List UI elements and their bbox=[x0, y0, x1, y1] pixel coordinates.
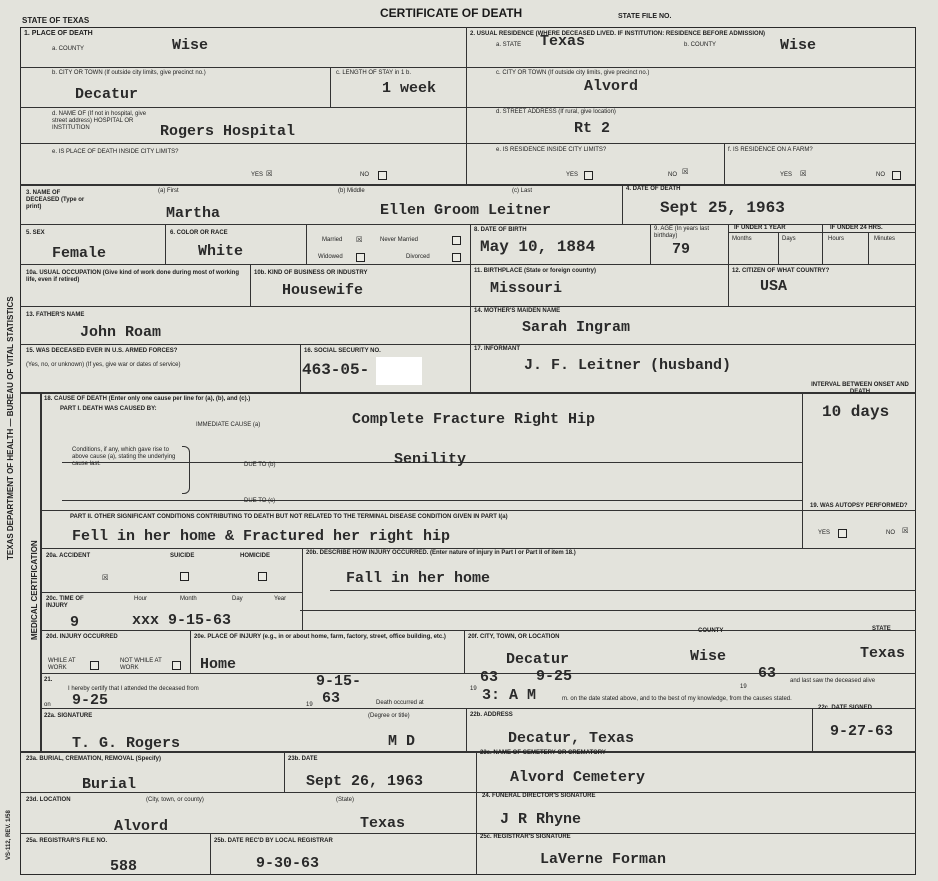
middle-name-label: (b) Middle bbox=[338, 188, 365, 194]
name-of-deceased-label: 3. NAME OF DECEASED (Type or print) bbox=[26, 190, 85, 210]
sex-value: Female bbox=[52, 245, 107, 262]
department-side-text: TEXAS DEPARTMENT OF HEALTH — BUREAU OF VITAL STATISTICS bbox=[6, 296, 15, 560]
first-name-value: Martha bbox=[166, 205, 221, 222]
residence-city-value: Alvord bbox=[584, 78, 639, 95]
residence-inside-city-label: e. IS RESIDENCE INSIDE CITY LIMITS? bbox=[496, 147, 607, 153]
registrar-file-label: 25a. REGISTRAR'S FILE NO. bbox=[26, 838, 108, 844]
occupation-label: 10a. USUAL OCCUPATION (Give kind of work done during most of working life, even if retired) bbox=[26, 270, 240, 283]
residence-inside-yes-label: YES bbox=[566, 172, 579, 178]
autopsy-yes-label: YES bbox=[818, 530, 831, 536]
length-of-stay-label: c. LENGTH OF STAY in 1 b. bbox=[336, 70, 412, 76]
last-seen-19-label: 19 bbox=[306, 702, 313, 708]
hospital-label: d. NAME OF (If not in hospital, give street address) HOSPITAL OR INSTITUTION bbox=[52, 111, 147, 131]
describe-injury-label: 20b. DESCRIBE HOW INJURY OCCURRED. (Enter nature of injury in Part I or Part II of item 18.) bbox=[306, 550, 576, 556]
residence-city-label: c. CITY OR TOWN (If outside city limits, give precinct no.) bbox=[496, 70, 650, 76]
widowed-checkbox[interactable] bbox=[356, 253, 365, 262]
attended-to-value: 9-25 bbox=[536, 668, 573, 685]
length-of-stay-value: 1 week bbox=[382, 80, 437, 97]
attended-from-19-label: 19 bbox=[470, 686, 477, 692]
immediate-cause-label: IMMEDIATE CAUSE (a) bbox=[196, 422, 261, 428]
race-label: 6. COLOR OR RACE bbox=[170, 230, 228, 236]
injury-city-value: Decatur bbox=[506, 651, 570, 668]
injury-hour-value: 9 bbox=[70, 614, 80, 631]
widowed-label: Widowed bbox=[318, 254, 343, 260]
burial-date-value: Sept 26, 1963 bbox=[306, 773, 424, 790]
autopsy-yes-checkbox[interactable] bbox=[838, 529, 847, 538]
residence-county-label: b. COUNTY bbox=[684, 42, 717, 48]
cause-of-death-label: 18. CAUSE OF DEATH (Enter only one cause per line for (a), (b), and (c).) bbox=[44, 396, 251, 402]
interval-label: INTERVAL BETWEEN ONSET AND DEATH bbox=[811, 382, 909, 395]
under-24-hrs-label: IF UNDER 24 HRS. bbox=[830, 225, 883, 231]
hour-label: Hour bbox=[134, 596, 148, 602]
place-of-injury-label: 20e. PLACE OF INJURY (e.g., in or about home, farm, factory, street, office building, etc.) bbox=[194, 634, 446, 640]
injury-date-value: xxx 9-15-63 bbox=[132, 612, 232, 629]
signature-value: T. G. Rogers bbox=[72, 735, 181, 752]
interval-value: 10 days bbox=[822, 403, 890, 421]
burial-value: Burial bbox=[82, 776, 137, 793]
burial-date-label: 23b. DATE bbox=[288, 756, 318, 762]
business-value: Housewife bbox=[282, 282, 364, 299]
death-inside-yes-label: YES bbox=[251, 172, 264, 178]
signer-address-value: Decatur, Texas bbox=[508, 730, 635, 747]
suicide-checkbox[interactable] bbox=[180, 572, 189, 581]
registrar-signature-value: LaVerne Forman bbox=[540, 851, 667, 868]
date-of-birth-value: May 10, 1884 bbox=[480, 238, 596, 256]
death-occurred-at-value: 3: A M bbox=[482, 687, 537, 704]
last-name-label: (c) Last bbox=[512, 188, 533, 194]
burial-location-sub-label: (City, town, or county) bbox=[146, 797, 204, 803]
mother-label: 14. MOTHER'S MAIDEN NAME bbox=[474, 308, 561, 314]
farm-no-checkbox[interactable] bbox=[892, 171, 901, 180]
attended-from-year-value: 63 bbox=[480, 669, 499, 686]
residence-county-value: Wise bbox=[780, 37, 817, 54]
registrar-signature-label: 25c. REGISTRAR'S SIGNATURE bbox=[480, 834, 571, 840]
married-checkbox[interactable]: ☒ bbox=[356, 232, 363, 245]
death-county-value: Wise bbox=[172, 37, 209, 54]
injury-county-value: Wise bbox=[690, 648, 727, 665]
months-label: Months bbox=[732, 236, 752, 242]
father-label: 13. FATHER'S NAME bbox=[26, 312, 85, 318]
certificate-title: CERTIFICATE OF DEATH bbox=[380, 6, 523, 20]
age-value: 79 bbox=[672, 241, 691, 258]
immediate-cause-value: Complete Fracture Right Hip bbox=[352, 411, 596, 428]
mother-value: Sarah Ingram bbox=[522, 319, 631, 336]
street-address-label: d. STREET ADDRESS (If rural, give location) bbox=[496, 109, 616, 115]
not-while-at-work-checkbox[interactable] bbox=[172, 661, 181, 670]
residence-inside-no-label: NO bbox=[668, 172, 677, 178]
residence-inside-yes-checkbox[interactable] bbox=[584, 171, 593, 180]
last-seen-on-value: 9-25 bbox=[72, 692, 109, 709]
never-married-checkbox[interactable] bbox=[452, 236, 461, 245]
day-label: Day bbox=[232, 596, 243, 602]
hospital-value: Rogers Hospital bbox=[160, 123, 296, 140]
sex-label: 5. SEX bbox=[26, 230, 45, 236]
divorced-checkbox[interactable] bbox=[452, 253, 461, 262]
while-at-work-checkbox[interactable] bbox=[90, 661, 99, 670]
cemetery-label: 23c. NAME OF CEMETERY OR CREMATORY bbox=[480, 750, 606, 756]
farm-no-label: NO bbox=[876, 172, 885, 178]
year-label: Year bbox=[274, 596, 287, 602]
part1-label: PART I. DEATH WAS CAUSED BY: bbox=[60, 406, 157, 412]
homicide-label: HOMICIDE bbox=[240, 553, 270, 559]
date-signed-label: 22c. DATE SIGNED bbox=[818, 705, 872, 711]
age-label: 9. AGE (In years last birthday) bbox=[654, 226, 710, 239]
while-at-work-label: WHILE AT WORK bbox=[48, 658, 76, 671]
birthplace-value: Missouri bbox=[490, 280, 563, 297]
certify-text-2: and last saw the deceased alive bbox=[790, 678, 876, 684]
date-of-birth-label: 8. DATE OF BIRTH bbox=[474, 227, 527, 233]
month-label: Month bbox=[180, 596, 197, 602]
date-of-death-label: 4. DATE OF DEATH bbox=[626, 186, 681, 192]
informant-label: 17. INFORMANT bbox=[474, 346, 521, 352]
medical-certification-side-text: MEDICAL CERTIFICATION bbox=[30, 540, 39, 640]
date-signed-value: 9-27-63 bbox=[830, 723, 894, 740]
form-id: VS-112, REV. 1/58 bbox=[6, 810, 12, 860]
accident-label: 20a. ACCIDENT bbox=[46, 553, 91, 559]
last-seen-year-value: 63 bbox=[322, 690, 341, 707]
residence-label: 2. USUAL RESIDENCE (WHERE DECEASED LIVED. IF INSTITUTION: RESIDENCE BEFORE ADMISSION) bbox=[470, 31, 766, 37]
date-received-value: 9-30-63 bbox=[256, 855, 320, 872]
death-inside-no-checkbox[interactable] bbox=[378, 171, 387, 180]
place-of-injury-value: Home bbox=[200, 656, 237, 673]
business-label: 10b. KIND OF BUSINESS OR INDUSTRY bbox=[254, 270, 368, 276]
funeral-director-value: J R Rhyne bbox=[500, 811, 582, 828]
first-name-label: (a) First bbox=[158, 188, 179, 194]
state-file-no-label: STATE FILE NO. bbox=[618, 13, 672, 20]
death-inside-yes-checkbox[interactable]: ☒ bbox=[266, 166, 273, 179]
divorced-label: Divorced bbox=[406, 254, 430, 260]
farm-label: f. IS RESIDENCE ON A FARM? bbox=[728, 147, 813, 153]
father-value: John Roam bbox=[80, 324, 162, 341]
conditions-label: Conditions, if any, which gave rise to above cause (a), stating the underlying cause last. bbox=[72, 447, 176, 467]
never-married-label: Never Married bbox=[380, 237, 419, 243]
suicide-label: SUICIDE bbox=[170, 553, 195, 559]
not-while-at-work-label: NOT WHILE AT WORK bbox=[120, 658, 162, 671]
due-to-b-value: Senility bbox=[394, 451, 467, 468]
ssn-value: 463-05- bbox=[302, 361, 370, 379]
last-seen-on-label: on bbox=[44, 702, 51, 708]
armed-forces-label: 15. WAS DECEASED EVER IN U.S. ARMED FORCES? bbox=[26, 348, 178, 354]
time-of-injury-label: 20c. TIME OF INJURY bbox=[46, 596, 84, 609]
attended-to-19-label: 19 bbox=[740, 684, 747, 690]
street-address-value: Rt 2 bbox=[574, 120, 611, 137]
armed-forces-sub-label: (Yes, no, or unknown) (If yes, give war or dates of service) bbox=[26, 362, 181, 368]
burial-state-value: Texas bbox=[360, 815, 406, 832]
date-of-death-value: Sept 25, 1963 bbox=[660, 199, 785, 217]
degree-label: (Degree or title) bbox=[368, 713, 410, 719]
autopsy-no-checkbox[interactable]: ☒ bbox=[902, 523, 909, 536]
part2-label: PART II. OTHER SIGNIFICANT CONDITIONS CONTRIBUTING TO DEATH BUT NOT RELATED TO THE TERMINAL DISEASE CONDITION GIVEN IN PART I(a) bbox=[70, 514, 508, 520]
date-received-label: 25b. DATE REC'D BY LOCAL REGISTRAR bbox=[214, 838, 333, 844]
ssn-label: 16. SOCIAL SECURITY NO. bbox=[304, 348, 381, 354]
injury-city-label: 20f. CITY, TOWN, OR LOCATION bbox=[468, 634, 560, 640]
death-city-label: b. CITY OR TOWN (If outside city limits, give precinct no.) bbox=[52, 70, 206, 76]
burial-location-label: 23d. LOCATION bbox=[26, 797, 71, 803]
conditions-brace bbox=[182, 446, 190, 494]
injury-county-label: COUNTY bbox=[698, 628, 724, 634]
part2-value: Fell in her home & Fractured her right hip bbox=[72, 528, 451, 545]
burial-location-value: Alvord bbox=[114, 818, 169, 835]
describe-injury-value: Fall in her home bbox=[346, 570, 491, 587]
residence-inside-no-checkbox[interactable]: ☒ bbox=[682, 164, 689, 177]
birthplace-label: 11. BIRTHPLACE (State or foreign country) bbox=[474, 268, 597, 274]
informant-value: J. F. Leitner (husband) bbox=[524, 357, 732, 374]
certify-text-1: I hereby certify that I attended the deceased from bbox=[68, 686, 199, 692]
residence-state-value: Texas bbox=[540, 33, 586, 50]
due-to-b-label: DUE TO (b) bbox=[244, 462, 276, 468]
accident-checkbox[interactable]: ☒ bbox=[102, 570, 109, 583]
certify-number: 21. bbox=[44, 677, 53, 683]
place-of-death-label: 1. PLACE OF DEATH bbox=[24, 30, 93, 37]
injury-occurred-label: 20d. INJURY OCCURRED bbox=[46, 634, 118, 640]
under-1-year-label: IF UNDER 1 YEAR bbox=[734, 225, 786, 231]
farm-yes-checkbox[interactable]: ☒ bbox=[800, 166, 807, 179]
autopsy-label: 19. WAS AUTOPSY PERFORMED? bbox=[810, 503, 908, 509]
signature-label: 22a. SIGNATURE bbox=[44, 713, 93, 719]
death-inside-city-label: e. IS PLACE OF DEATH INSIDE CITY LIMITS? bbox=[52, 149, 179, 155]
residence-state-label: a. STATE bbox=[496, 42, 522, 48]
attended-from-value: 9-15- bbox=[316, 673, 362, 690]
ssn-redaction bbox=[376, 357, 422, 385]
hours-label: Hours bbox=[828, 236, 845, 242]
injury-state-value: Texas bbox=[860, 645, 906, 662]
injury-state-label: STATE bbox=[872, 626, 891, 632]
death-city-value: Decatur bbox=[75, 86, 139, 103]
burial-label: 23a. BURIAL, CREMATION, REMOVAL (Specify) bbox=[26, 756, 162, 762]
race-value: White bbox=[198, 243, 244, 260]
attended-to-year-value: 63 bbox=[758, 665, 777, 682]
certify-text-3: m. on the date stated above, and to the best of my knowledge, from the causes stated. bbox=[562, 696, 792, 702]
married-label: Married bbox=[322, 237, 343, 243]
registrar-file-value: 588 bbox=[110, 858, 138, 875]
funeral-director-label: 24. FUNERAL DIRECTOR'S SIGNATURE bbox=[482, 793, 596, 799]
death-occurred-at-label: Death occurred at bbox=[376, 700, 424, 706]
autopsy-no-label: NO bbox=[886, 530, 895, 536]
state-heading: STATE OF TEXAS bbox=[22, 16, 90, 25]
citizen-label: 12. CITIZEN OF WHAT COUNTRY? bbox=[732, 268, 830, 274]
farm-yes-label: YES bbox=[780, 172, 793, 178]
burial-state-sub-label: (State) bbox=[336, 797, 355, 803]
due-to-c-label: DUE TO (c) bbox=[244, 498, 276, 504]
minutes-label: Minutes bbox=[874, 236, 896, 242]
cemetery-value: Alvord Cemetery bbox=[510, 769, 646, 786]
citizen-value: USA bbox=[760, 278, 788, 295]
death-inside-no-label: NO bbox=[360, 172, 369, 178]
homicide-checkbox[interactable] bbox=[258, 572, 267, 581]
death-county-label: a. COUNTY bbox=[52, 46, 85, 52]
degree-value: M D bbox=[388, 733, 416, 750]
middle-last-name-value: Ellen Groom Leitner bbox=[380, 202, 552, 219]
signer-address-label: 22b. ADDRESS bbox=[470, 712, 513, 718]
days-label: Days bbox=[782, 236, 796, 242]
